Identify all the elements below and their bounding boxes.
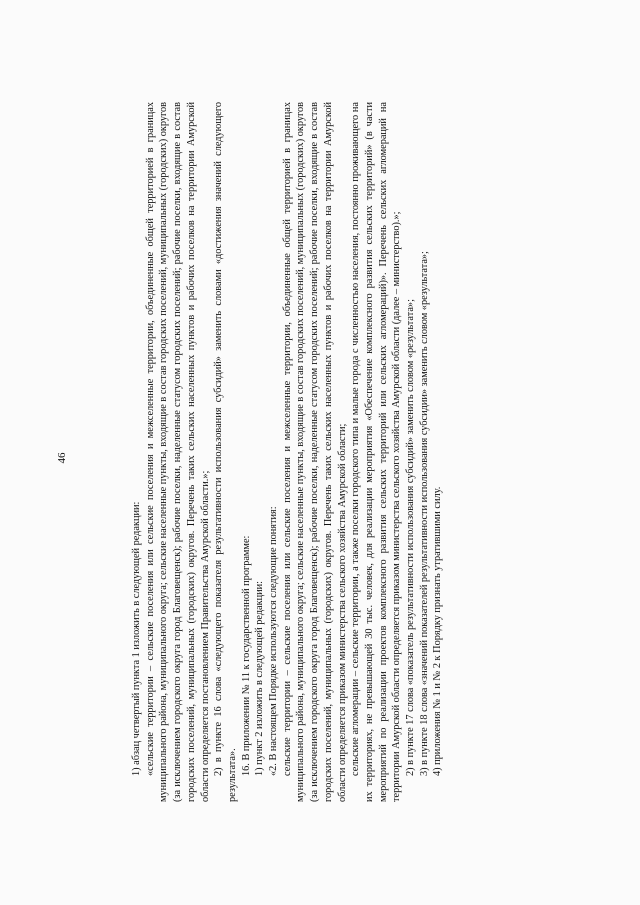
paragraph-10: 3) в пункте 18 слова «значений показателей результативности использования субсидии» заменить словом «результата»; (418, 251, 430, 776)
paragraph-8: сельские агломерации – сельские территории, а также поселки городского типа и малые города с численностью населения, постоянно проживающего на их территориях, не превышающей 30 тыс. человек, для реализации мероприятия «Обеспечение комплексного развития сельских территорий» (в части мероприятий по реализации проектов комплексного развития сельских территорий или сельских агломераций)». Перечень сельских агломераций на территории Амурской области определяется приказом министерства сельского хозяйства Амурской области (далее – министерство).»; (350, 102, 403, 802)
paragraph-9: 2) в пункте 17 слова «показатель результативности использования субсидий» заменить словом «результата»; (405, 299, 417, 776)
paragraph-11: 4) приложения № 1 и № 2 к Порядку признать утратившими силу. (432, 486, 444, 776)
document-body (130, 102, 550, 802)
paragraph-4: 16. В приложении № 11 к государственной программе: (240, 535, 252, 776)
paragraph-6: «2. В настоящем Порядке используются следующие понятия: (268, 506, 280, 776)
paragraph-5: 1) пункт 2 изложить в следующей редакции: (254, 580, 266, 776)
paragraph-1: 1) абзац четвертый пункта 1 изложить в следующей редакции: (131, 501, 142, 776)
paragraph-3: 2) в пункте 16 слова «следующего показателя результативности использования субсидий» заменить словами «достижения значений следующего результата». (213, 102, 238, 802)
paragraph-7: сельские территории – сельские поселения или сельские поселения и межселенные территории, объединенные общей территорией в границах муниципального района, муниципального округа; сельские населенные пункты, входящие в состав городских поселений, муниципальных (городских) округов (за исключением городского округа город Благовещенск); рабочие поселки, наделенные статусом городских поселений; рабочие поселки, входящие в состав городских поселений, муниципальных (городских) округов. Перечень таких сельских населенных пунктов и рабочих поселков на территории Амурской области определяется приказом министерства сельского хозяйства Амурской области; (281, 102, 348, 802)
page-number: 46 (56, 452, 68, 464)
paragraph-2: «сельские территории – сельские поселения или сельские поселения и межселенные территории, объединенные общей территорией в границах муниципального района, муниципального округа; сельские населенные пункты, входящие в состав городских поселений, муниципальных (городских) округов (за исключением городского округа город Благовещенск); рабочие поселки, наделенные статусом городских поселений; рабочие поселки, входящие в состав городских поселений, муниципальных (городских) округов. Перечень таких сельских населенных пунктов и рабочих поселков на территории Амурской области определяется постановлением Правительства Амурской области.»; (144, 102, 211, 802)
